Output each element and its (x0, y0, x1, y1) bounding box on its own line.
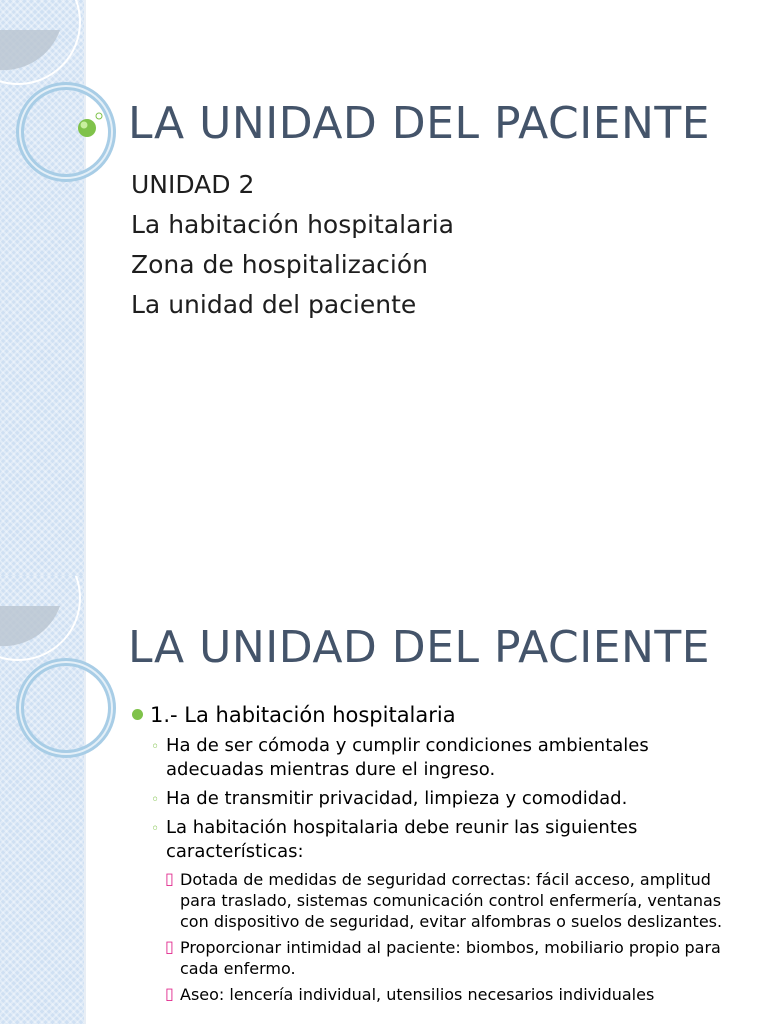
ring-bullet-icon: ◦ (151, 792, 160, 808)
sub-sub-bullet-text: Aseo: lencería individual, utensilios necesarios individuales (180, 985, 655, 1004)
bullet-list (132, 702, 747, 1010)
pink-bracket-bullet-icon: ▯ (165, 937, 174, 956)
decorative-circles-icon (0, 576, 130, 776)
pink-bracket-bullet-icon: ▯ (165, 984, 174, 1003)
sub-sub-bullet-item (132, 869, 747, 932)
sub-sub-bullet-text: Dotada de medidas de seguridad correctas: fácil acceso, amplitud para traslado, sistemas comunicación control enfermería, ventanas con dispositivo de seguridad, evitar alfombras o suelos deslizantes. (180, 870, 723, 931)
ring-bullet-icon: ◦ (151, 821, 160, 837)
sub-bullet-item (132, 734, 747, 782)
slide-title: LA UNIDAD DEL PACIENTE (128, 622, 711, 673)
subtitle-patient-unit: La unidad del paciente (131, 290, 417, 319)
sub-bullet-text: Ha de transmitir privacidad, limpieza y comodidad. (166, 788, 628, 809)
sub-sub-bullet-item (132, 937, 747, 979)
sub-bullet-item (132, 787, 747, 811)
slide-2 (0, 576, 768, 1024)
bullet-item (132, 702, 747, 728)
slide-title: LA UNIDAD DEL PACIENTE (128, 98, 711, 149)
subtitle-hospitalization-zone: Zona de hospitalización (131, 250, 428, 279)
pink-bracket-bullet-icon: ▯ (165, 869, 174, 888)
sub-bullet-text: Ha de ser cómoda y cumplir condiciones ambientales adecuadas mientras dure el ingreso. (166, 735, 649, 780)
subtitle-unit: UNIDAD 2 (131, 170, 255, 199)
sub-sub-bullet-text: Proporcionar intimidad al paciente: biombos, mobiliario propio para cada enfermo. (180, 938, 721, 978)
ring-bullet-icon: ◦ (151, 739, 160, 755)
subtitle-hospital-room: La habitación hospitalaria (131, 210, 454, 239)
sub-bullet-text: La habitación hospitalaria debe reunir las siguientes características: (166, 817, 638, 862)
bullet-text: 1.- La habitación hospitalaria (150, 703, 456, 727)
sub-sub-bullet-item (132, 984, 747, 1005)
sub-bullet-item (132, 816, 747, 864)
decorative-circles-icon (0, 0, 130, 200)
green-bullet-icon (132, 709, 143, 720)
